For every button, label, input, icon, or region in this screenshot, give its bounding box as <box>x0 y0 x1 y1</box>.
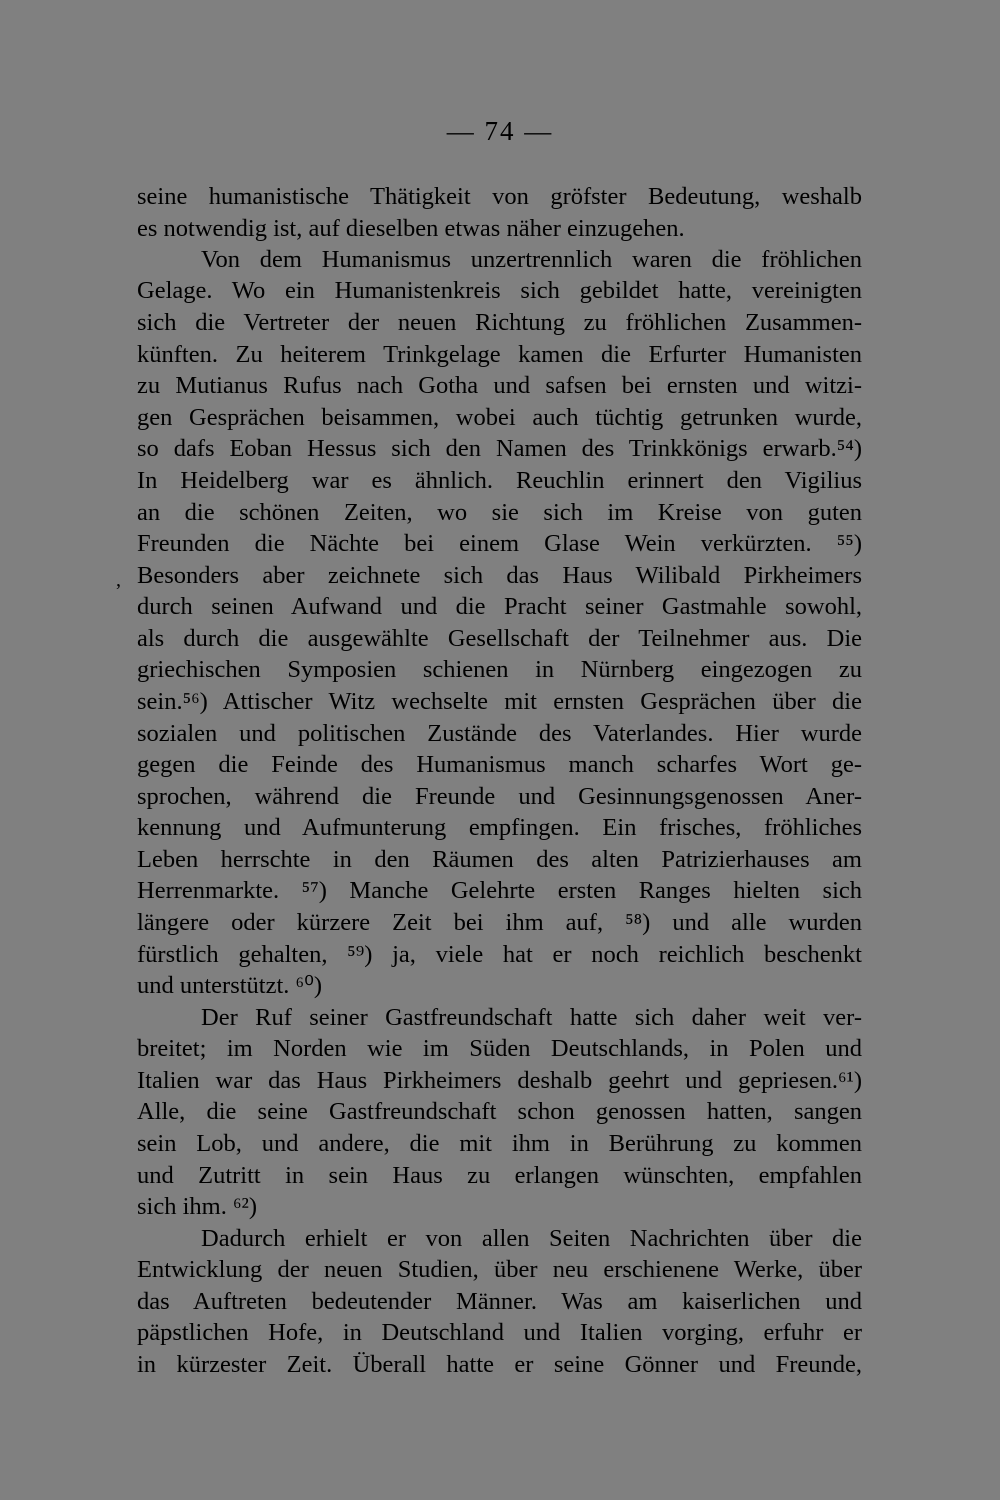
text-line: Freunden die Nächte bei einem Glase Wein verkürzten. ⁵⁵) <box>137 530 862 557</box>
text-line: Besonders aber zeichnete sich das Haus Wilibald Pirkheimers <box>137 562 862 589</box>
text-line: durch seinen Aufwand und die Pracht seiner Gastmahle sowohl, <box>137 593 862 620</box>
text-line: griechischen Symposien schienen in Nürnberg eingezogen zu <box>137 656 862 683</box>
text-line: das Auftreten bedeutender Männer. Was am kaiserlichen und <box>137 1288 862 1315</box>
text-line: Alle, die seine Gastfreundschaft schon genossen hatten, sangen <box>137 1098 862 1125</box>
text-line: Italien war das Haus Pirkheimers deshalb geehrt und gepriesen.⁶¹) <box>137 1067 862 1094</box>
text-line: an die schönen Zeiten, wo sie sich im Kreise von guten <box>137 499 862 526</box>
text-line: zu Mutianus Rufus nach Gotha und safsen bei ernsten und witzi- <box>137 372 862 399</box>
text-line: fürstlich gehalten, ⁵⁹) ja, viele hat er noch reichlich beschenkt <box>137 941 862 968</box>
text-line: und unterstützt. ⁶⁰) <box>137 972 323 999</box>
text-line: seine humanistische Thätigkeit von gröfster Bedeutung, weshalb <box>137 183 862 210</box>
text-line: gen Gesprächen beisammen, wobei auch tüchtig getrunken wurde, <box>137 404 862 431</box>
text-line: sich ihm. ⁶²) <box>137 1193 257 1220</box>
page-number: — 74 — <box>446 116 554 146</box>
text-line: und Zutritt in sein Haus zu erlangen wünschten, empfahlen <box>137 1162 862 1189</box>
text-line: sozialen und politischen Zustände des Vaterlandes. Hier wurde <box>137 720 862 747</box>
text-line: künften. Zu heiterem Trinkgelage kamen die Erfurter Humanisten <box>137 341 862 368</box>
text-line: kennung und Aufmunterung empfingen. Ein frisches, fröhliches <box>137 814 862 841</box>
text-line: Entwicklung der neuen Studien, über neu erschienene Werke, über <box>137 1256 862 1283</box>
text-line: In Heidelberg war es ähnlich. Reuchlin erinnert den Vigilius <box>137 467 862 494</box>
text-line: in kürzester Zeit. Überall hatte er seine Gönner und Freunde, <box>137 1351 862 1378</box>
text-line: Dadurch erhielt er von allen Seiten Nachrichten über die <box>201 1225 862 1252</box>
text-line: breitet; im Norden wie im Süden Deutschlands, in Polen und <box>137 1035 862 1062</box>
text-line: sich die Vertreter der neuen Richtung zu fröhlichen Zusammen- <box>137 309 862 336</box>
text-line: sein Lob, und andere, die mit ihm in Berührung zu kommen <box>137 1130 862 1157</box>
text-line: Von dem Humanismus unzertrennlich waren die fröhlichen <box>201 246 862 273</box>
text-line: als durch die ausgewählte Gesellschaft der Teilnehmer aus. Die <box>137 625 862 652</box>
text-line: Leben herrschte in den Räumen des alten Patrizierhauses am <box>137 846 862 873</box>
text-line: es notwendig ist, auf dieselben etwas näher einzugehen. <box>137 215 685 242</box>
text-line: Der Ruf seiner Gastfreundschaft hatte sich daher weit ver- <box>201 1004 862 1031</box>
text-line: Herrenmarkte. ⁵⁷) Manche Gelehrte ersten Ranges hielten sich <box>137 877 862 904</box>
text-line: sein.⁵⁶) Attischer Witz wechselte mit ernsten Gesprächen über die <box>137 688 862 715</box>
text-line: längere oder kürzere Zeit bei ihm auf, ⁵⁸) und alle wurden <box>137 909 862 936</box>
text-line: sprochen, während die Freunde und Gesinnungsgenossen Aner- <box>137 783 862 810</box>
text-line: päpstlichen Hofe, in Deutschland und Italien vorging, erfuhr er <box>137 1319 862 1346</box>
margin-mark: , <box>116 569 121 591</box>
text-line: gegen die Feinde des Humanismus manch scharfes Wort ge- <box>137 751 862 778</box>
text-line: Gelage. Wo ein Humanistenkreis sich gebildet hatte, vereinigten <box>137 277 862 304</box>
text-line: so dafs Eoban Hessus sich den Namen des Trinkkönigs erwarb.⁵⁴) <box>137 435 862 462</box>
